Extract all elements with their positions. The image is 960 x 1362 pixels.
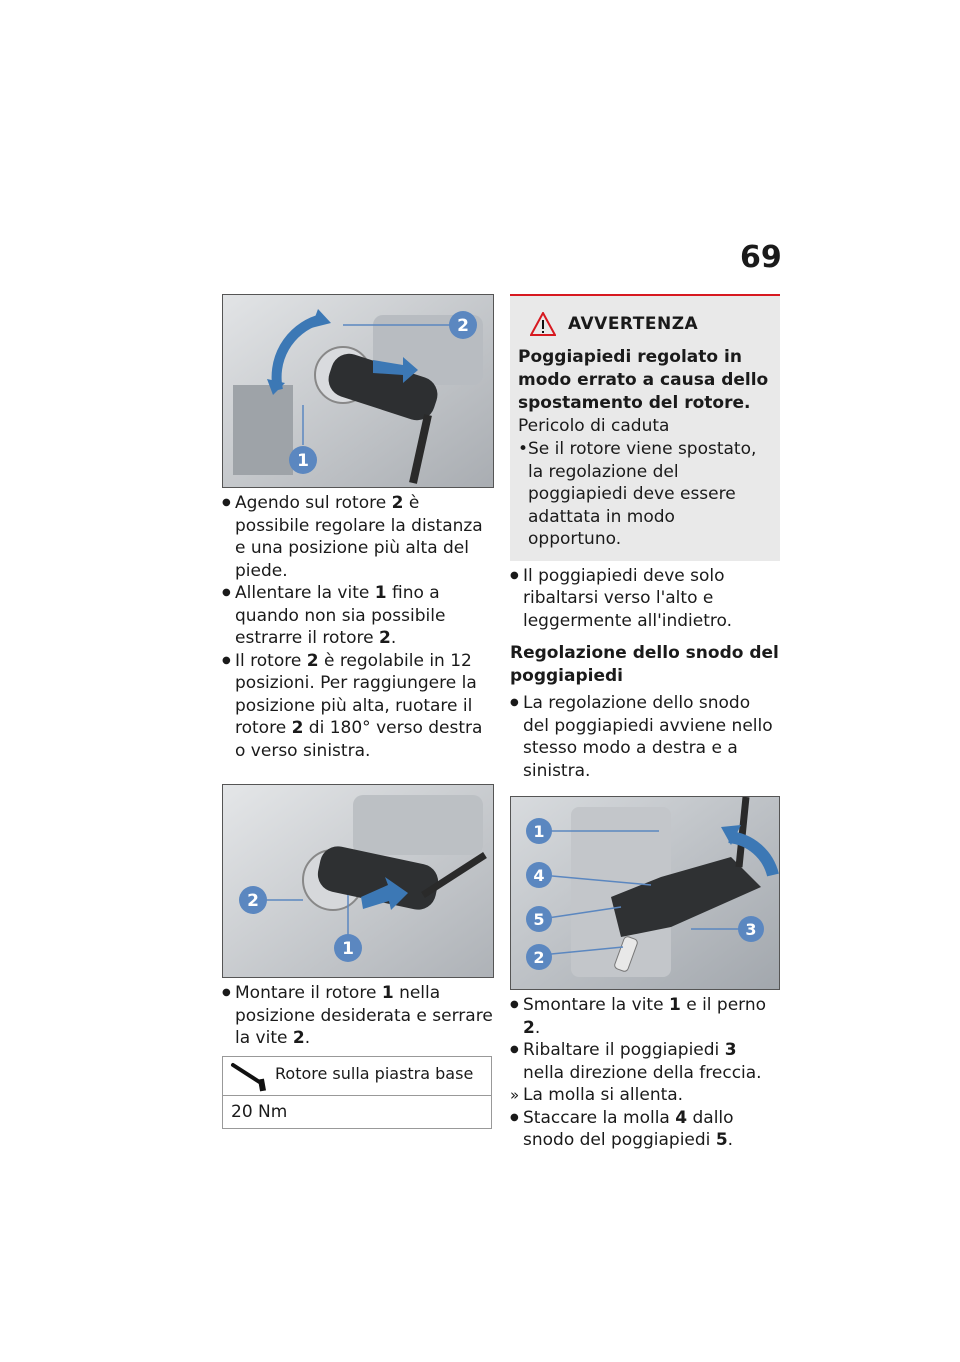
callout-2: 2 (457, 316, 469, 336)
list-item: ● Ribaltare il poggiapiedi 3 nella direzione della freccia. (510, 1039, 780, 1084)
callout-1: 1 (533, 822, 545, 841)
instruction-list-2 (222, 982, 494, 1050)
callout-2: 2 (533, 948, 545, 967)
list-item: ● Agendo sul rotore 2 è possibile regolare la distanza e una posizione più alta del piede. (222, 492, 494, 582)
instruction-list-4 (510, 692, 780, 782)
warning-hazard: Pericolo di caduta (518, 416, 670, 436)
list-item: ● Il rotore 2 è regolabile in 12 posizioni. Per raggiungere la posizione più alta, ruotare il rotore 2 di 180° verso destra o verso sinistra. (222, 650, 494, 763)
list-item: ● Montare il rotore 1 nella posizione desiderata e serrare la vite 2. (222, 982, 494, 1050)
warning-headline: Poggiapiedi regolato in modo errato a causa dello spostamento del rotore. (518, 347, 769, 413)
list-item: ● Allentare la vite 1 fino a quando non sia possibile estrarre il rotore 2. (222, 582, 494, 650)
instruction-list-1 (222, 492, 494, 762)
list-item: ● Il poggiapiedi deve solo ribaltarsi verso l'alto e leggermente all'indietro. (510, 565, 780, 633)
callout-1: 1 (342, 939, 354, 959)
torque-wrench-icon (229, 1059, 273, 1093)
instruction-list-5 (510, 994, 780, 1152)
instruction-list-3 (510, 565, 780, 633)
figure-footrest-joint (510, 796, 780, 990)
warning-triangle-icon (530, 312, 556, 336)
warning-item: • Se il rotore viene spostato, la regolazione del poggiapiedi deve essere adattata in modo opportuno. (518, 438, 772, 551)
list-item: ● La regolazione dello snodo del poggiapiedi avviene nello stesso modo a destra e a sinistra. (510, 692, 780, 782)
torque-label: Rotore sulla piastra base (275, 1063, 474, 1083)
torque-value: 20 Nm (231, 1101, 288, 1122)
section-heading: Regolazione dello snodo del poggiapiedi (510, 643, 779, 686)
callout-2: 2 (247, 891, 259, 911)
result-item: » La molla si allenta. (510, 1084, 780, 1107)
right-column (510, 294, 780, 1152)
list-item: ● Smontare la vite 1 e il perno 2. (510, 994, 780, 1039)
list-item: ● Staccare la molla 4 dallo snodo del poggiapiedi 5. (510, 1107, 780, 1152)
figure-rotor-mounting (222, 784, 494, 978)
warning-box (510, 294, 780, 561)
figure-rotor-adjustment (222, 294, 494, 488)
left-column (222, 294, 494, 1129)
callout-4: 4 (533, 866, 545, 885)
callout-5: 5 (533, 910, 545, 929)
callout-3: 3 (745, 920, 757, 939)
callout-1: 1 (297, 451, 309, 471)
page-number: 69 (740, 240, 782, 275)
torque-table (222, 1056, 492, 1130)
warning-title: AVVERTENZA (568, 313, 699, 334)
